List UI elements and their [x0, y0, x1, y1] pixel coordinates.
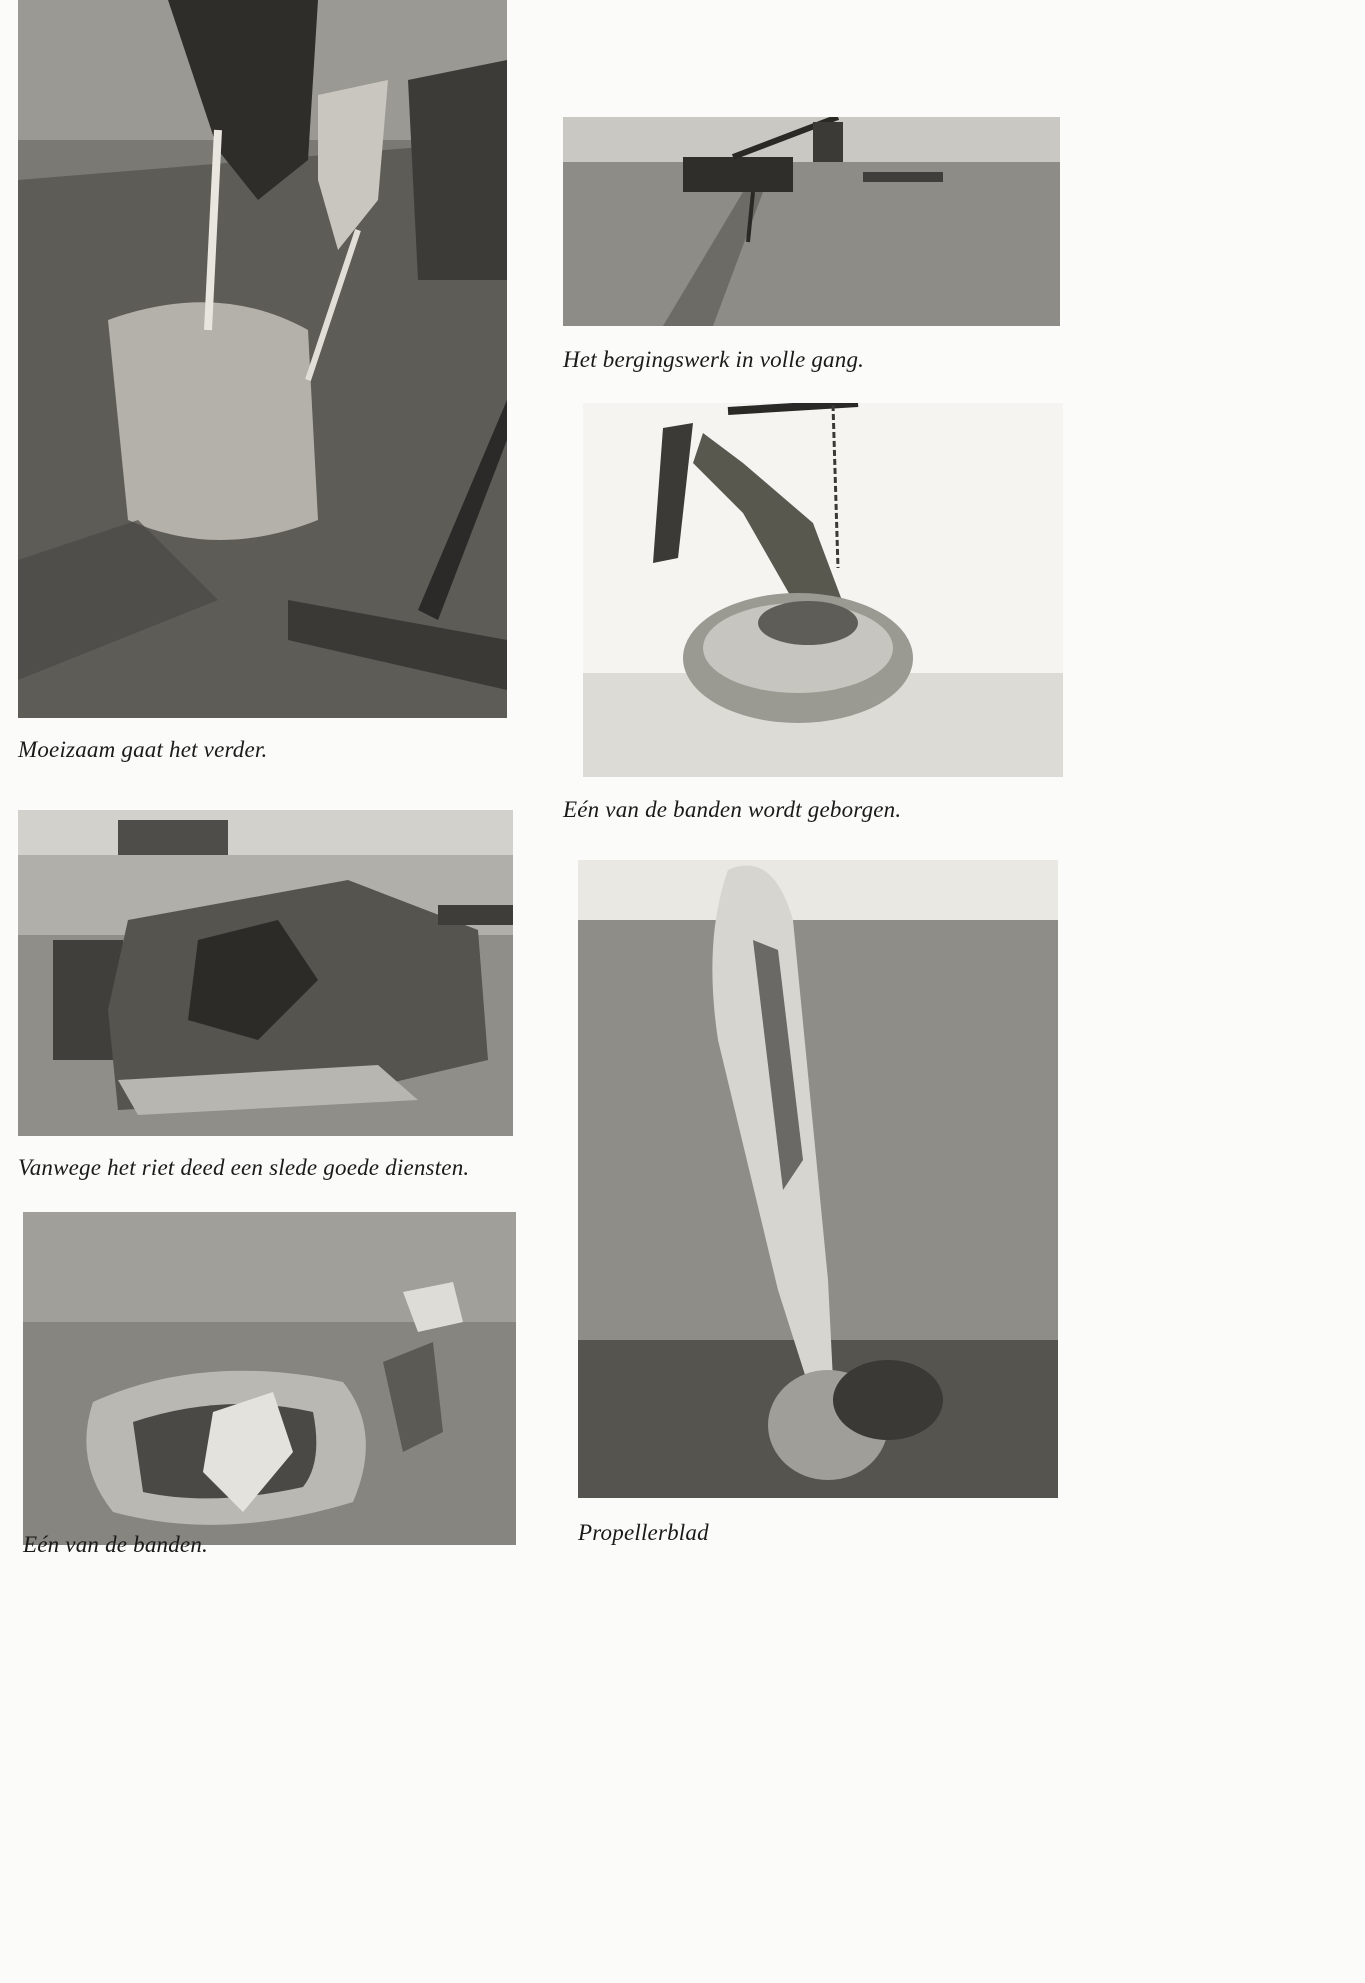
photo-propeller [578, 860, 1058, 1498]
caption-tire-recovered: Eén van de banden wordt geborgen. [563, 797, 902, 822]
caption-propeller: Propellerblad [578, 1520, 709, 1545]
photo-tire-recovered [583, 403, 1063, 777]
caption-sled: Vanwege het riet deed een slede goede diensten. [18, 1155, 470, 1180]
photo-tire [23, 1212, 516, 1545]
caption-digging: Moeizaam gaat het verder. [18, 737, 268, 762]
photo-salvage-work [563, 117, 1060, 326]
photo-sled [18, 810, 513, 1136]
caption-tire: Eén van de banden. [23, 1532, 208, 1557]
caption-salvage-work: Het bergingswerk in volle gang. [563, 347, 865, 372]
photo-digging [18, 0, 507, 718]
